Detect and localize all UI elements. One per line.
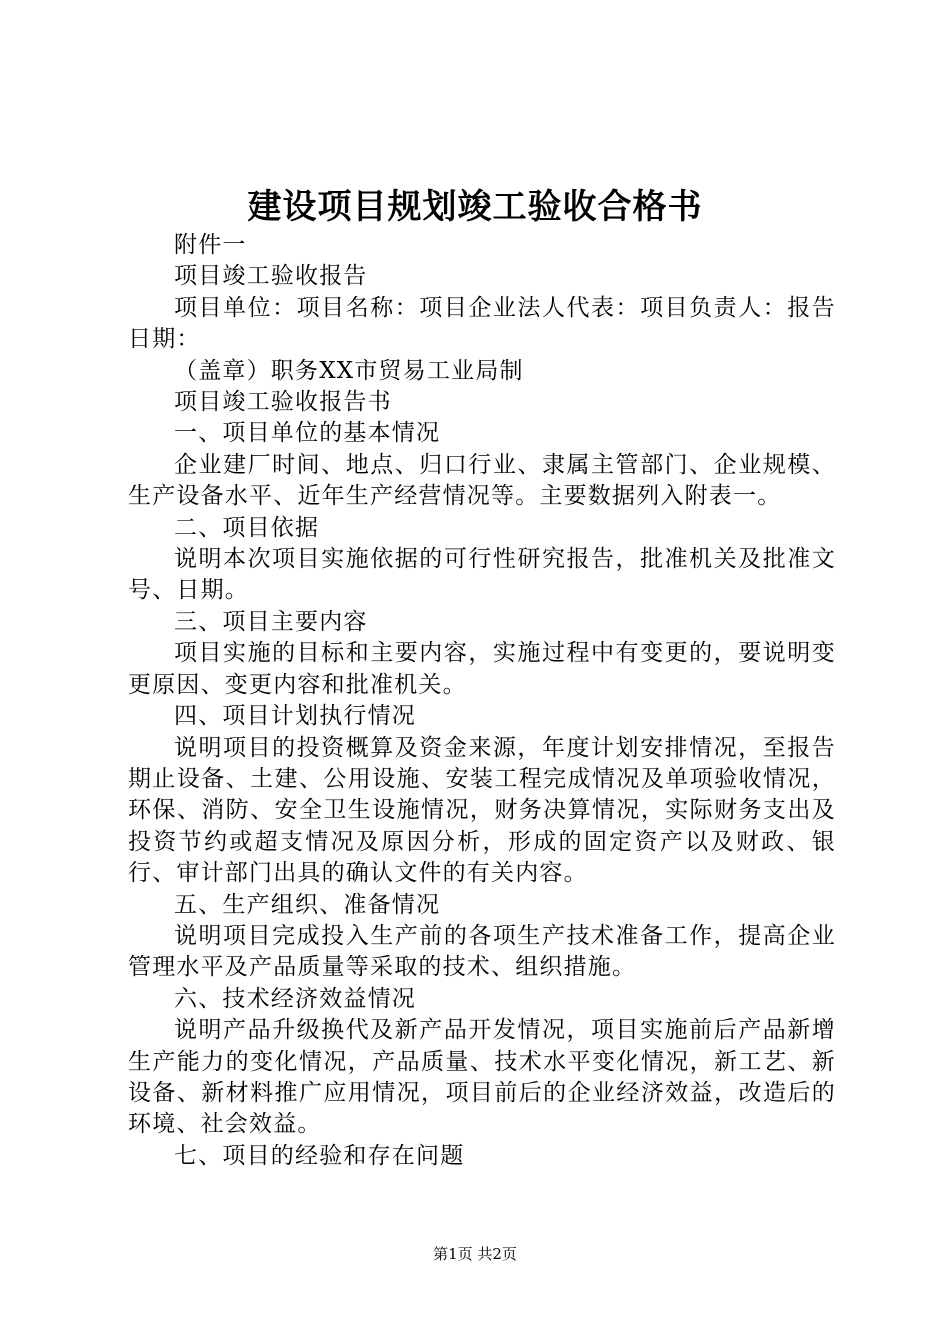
- section-3-body: 项目实施的目标和主要内容，实施过程中有变更的，要说明变更原因、变更内容和批准机关。: [128, 640, 836, 698]
- section-2-heading: 二、项目依据: [174, 514, 320, 541]
- section-5-body: 说明项目完成投入生产前的各项生产技术准备工作，提高企业管理水平及产品质量等采取的技术、组织措施。: [128, 922, 836, 981]
- section-6-heading: 六、技术经济效益情况: [174, 985, 416, 1012]
- section-3-heading: 三、项目主要内容: [174, 608, 368, 635]
- report-heading: 项目竣工验收报告: [174, 263, 368, 290]
- document-title: 建设项目规划竣工验收合格书: [247, 187, 703, 227]
- section-1-body: 企业建厂时间、地点、归口行业、隶属主管部门、企业规模、生产设备水平、近年生产经营情况等。主要数据列入附表一。: [128, 451, 836, 510]
- section-5-heading: 五、生产组织、准备情况: [174, 891, 441, 918]
- report-book-heading: 项目竣工验收报告书: [174, 389, 392, 416]
- page-footer: 第1页 共2页: [433, 1245, 517, 1263]
- attachment-label: 附件一: [174, 232, 247, 258]
- document-body: [128, 230, 836, 1172]
- project-info-fields: 项目单位：项目名称：项目企业法人代表：项目负责人：报告日期：: [128, 294, 836, 353]
- section-4-body: 说明项目的投资概算及资金来源，年度计划安排情况，至报告期止设备、土建、公用设施、安装工程完成情况及单项验收情况，环保、消防、安全卫生设施情况，财务决算情况，实际财务支出及投资节约或超支情况及原因分析，形成的固定资产以及财政、银行、审计部门出具的确认文件的有关内容。: [128, 734, 836, 887]
- seal-line: （盖章）职务XX市贸易工业局制: [174, 357, 524, 384]
- section-1-heading: 一、项目单位的基本情况: [174, 420, 441, 447]
- section-4-heading: 四、项目计划执行情况: [174, 703, 416, 730]
- section-6-body: 说明产品升级换代及新产品开发情况，项目实施前后产品新增生产能力的变化情况，产品质量、技术水平变化情况，新工艺、新设备、新材料推广应用情况，项目前后的企业经济效益，改造后的环境、社会效益。: [128, 1017, 836, 1138]
- section-2-body: 说明本次项目实施依据的可行性研究报告，批准机关及批准文号、日期。: [128, 546, 836, 604]
- section-7-heading: 七、项目的经验和存在问题: [174, 1142, 465, 1169]
